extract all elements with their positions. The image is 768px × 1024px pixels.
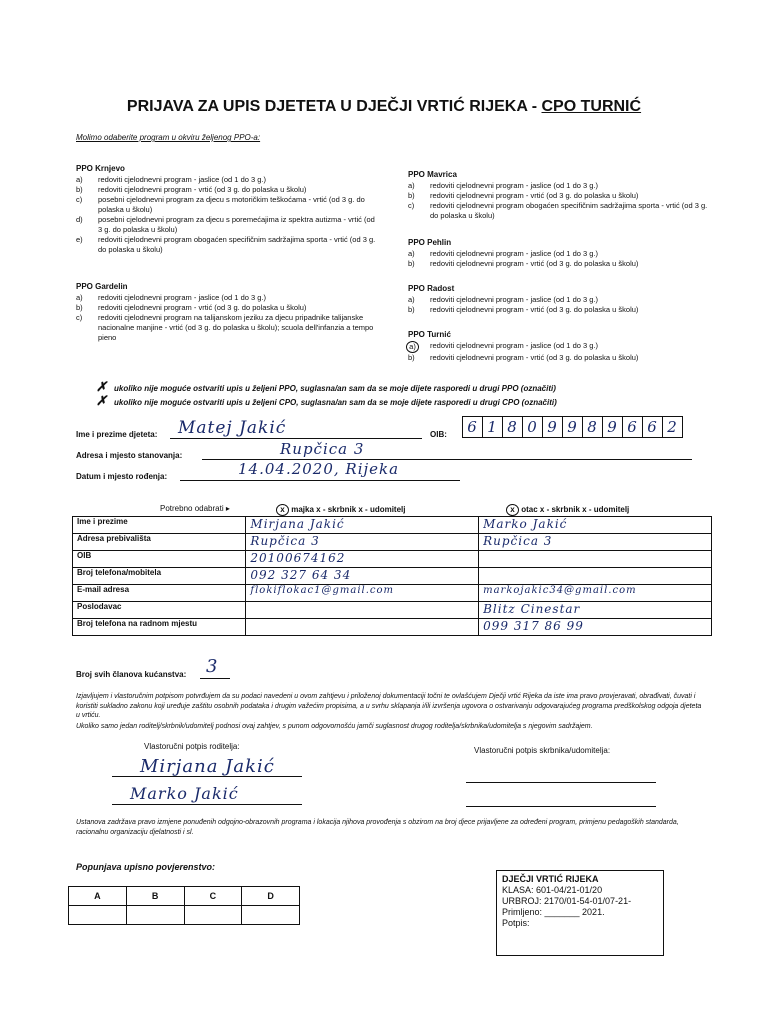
option-a[interactable]: a) redoviti cjelodnevni program - jaslice (od 1 do 3 g.) (408, 295, 598, 304)
option-b[interactable]: b) redoviti cjelodnevni program - vrtić (od 3 g. do polaska u školu) (408, 353, 639, 362)
father-email[interactable]: markojakic34@gmail.com (479, 585, 712, 602)
option-d[interactable]: d) posebni cjelodnevni program za djecu s poremećajima iz spektra autizma - vrtić (od 3 g. do polaska u školu) (76, 215, 375, 234)
sig-parent-2[interactable]: Marko Jakić (130, 784, 239, 803)
oib-digit: 8 (503, 417, 523, 437)
group-title: PPO Turnić (408, 330, 451, 339)
sig-parent-1[interactable]: Mirjana Jakić (140, 756, 275, 777)
child-birth-value[interactable]: 14.04.2020, Rijeka (238, 460, 400, 478)
child-oib-boxes[interactable] (462, 416, 683, 438)
household-label: Broj svih članova kućanstva: (76, 670, 187, 679)
instruction: Molimo odaberite program u okviru željenog PPO-a: (76, 133, 261, 142)
sig-parent-line-1 (112, 776, 302, 777)
option-c[interactable]: c) posebni cjelodnevni program za djecu s motoričkim teškoćama - vrtić (od 3 g. do polaska u školu) (76, 195, 365, 214)
option-a[interactable]: a) redoviti cjelodnevni program - jaslice (od 1 do 3 g.) (76, 293, 266, 302)
mother-name[interactable]: Mirjana Jakić (246, 517, 479, 534)
mother-phone[interactable]: 092 327 64 34 (246, 568, 479, 585)
oib-digit: 6 (463, 417, 483, 437)
reservation-note: Ustanova zadržava pravo izmjene ponuđenih odgojno-obrazovnih programa i lokacija njihova provođenja s obzirom na broj djece prijavljene za određeni program, primjenu pedagoških standarda, racionalnu organizaciju djelatnosti i sl. (76, 819, 679, 836)
group-ppo-krnjevo (76, 164, 376, 255)
group-ppo-turnic (408, 330, 708, 363)
declaration-single-parent: Ukoliko samo jedan roditelj/skrbnik/udomitelj podnosi ovaj zahtjev, s punom odgovornošću jamči suglasnost drugog roditelja/skrbnika/udomitelja s njegovim sadržajem. (76, 723, 593, 730)
group-ppo-pehlin (408, 238, 708, 269)
option-a[interactable]: a) redoviti cjelodnevni program - jaslice (od 1 do 3 g.) (76, 175, 266, 184)
stamp-urbroj: URBROJ: 2170/01-54-01/07-21- (502, 896, 632, 906)
oib-digit: 9 (543, 417, 563, 437)
table-row (73, 534, 712, 551)
col-a: A (69, 887, 127, 906)
stamp-klasa: KLASA: 601-04/21-01/20 (502, 885, 603, 895)
father-header: x otac x - skrbnik x - udomitelj (508, 504, 629, 516)
consent-ppo[interactable]: ✗ ukoliko nije moguće ostvariti upis u željeni PPO, suglasna/an sam da se moje dijete rasporedi u drugi PPO (označiti) (96, 379, 556, 394)
table-row (73, 551, 712, 568)
option-a[interactable]: a) redoviti cjelodnevni program - jaslice (od 1 do 3 g.) (408, 249, 598, 258)
option-b[interactable]: b) redoviti cjelodnevni program - vrtić (od 3 g. do polaska u školu) (408, 305, 639, 314)
consent-cpo[interactable]: ✗ ukoliko nije moguće ostvariti upis u željeni CPO, suglasna/an sam da se moje dijete rasporedi u drugi CPO (označiti) (96, 393, 557, 408)
committee-label: Popunjava upisno povjerenstvo: (76, 862, 216, 872)
row-label: OIB (73, 551, 246, 568)
mother-email[interactable]: flokiflokac1@gmail.com (246, 585, 479, 602)
child-name-value[interactable]: Matej Jakić (178, 418, 287, 438)
row-label: Broj telefona/mobitela (73, 568, 246, 585)
x-circle-icon: x (276, 504, 289, 516)
cell-d[interactable] (242, 906, 300, 925)
group-title: PPO Krnjevo (76, 164, 125, 173)
declaration: Izjavljujem i vlastoručnim potpisom potvrđujem da su podaci navedeni u ovom zahtjevu i priloženoj dokumentaciji točni te ovlašćujem Dječji vrtić Rijeka da iste ima pravo provjeravati, obrađivati, čuvati i koristiti sukladno zakonu koji uređuje zaštitu osobnih podataka i drugim važećim propisima, a u svrhu sklapanja i/ili izvršenja ugovora o ostvarivanju odgovarajućeg programa predškolskog odgoja djeteta u vrtiću. (76, 693, 702, 719)
row-label: E-mail adresa (73, 585, 246, 602)
registry-stamp (496, 870, 664, 956)
oib-digit: 0 (523, 417, 543, 437)
oib-digit: 6 (643, 417, 663, 437)
group-ppo-radost (408, 284, 708, 315)
option-b[interactable]: b) redoviti cjelodnevni program - vrtić (od 3 g. do polaska u školu) (76, 185, 307, 194)
oib-digit: 2 (667, 418, 678, 436)
row-label: Ime i prezime (73, 517, 246, 534)
x-circle-icon: x (506, 504, 519, 516)
child-address-label: Adresa i mjesto stanovanja: (76, 451, 183, 460)
household-value[interactable]: 3 (206, 656, 219, 677)
oib-digit: 1 (483, 417, 503, 437)
group-ppo-mavrica (408, 170, 708, 221)
cell-c[interactable] (184, 906, 242, 925)
father-work-phone[interactable]: 099 317 86 99 (479, 619, 712, 636)
oib-digit: 9 (603, 417, 623, 437)
option-c[interactable]: c) redoviti cjelodnevni program na talijanskom jeziku za djecu pripadnike talijanske nacionalne manjine - vrtić (od 3 g. do polaska u školu); scuola dell'infanzia a tempo pieno (76, 313, 374, 342)
selection-circle: a) (406, 341, 419, 353)
col-c: C (184, 887, 242, 906)
table-row (73, 517, 712, 534)
stamp-title: DJEČJI VRTIĆ RIJEKA (502, 874, 599, 884)
col-d: D (242, 887, 300, 906)
father-phone[interactable] (479, 568, 712, 585)
table-row (73, 619, 712, 636)
household-line (200, 678, 230, 679)
child-birth-line (180, 480, 460, 481)
group-title: PPO Pehlin (408, 238, 452, 247)
child-name-label: Ime i prezime djeteta: (76, 430, 158, 439)
mother-work-phone[interactable] (246, 619, 479, 636)
option-e[interactable]: e) redoviti cjelodnevni program obogaćen specifičnim sadržajima sporta - vrtić (od 3 g. do polaska u školu) (76, 235, 376, 254)
table-row (73, 602, 712, 619)
choose-label: Potrebno odabrati ▸ (160, 504, 230, 513)
page-title (0, 98, 768, 116)
mother-oib[interactable]: 20100674162 (246, 551, 479, 568)
sig-parent-line-2 (112, 804, 302, 805)
x-mark-icon: ✗ (96, 379, 107, 394)
mother-header: x majka x - skrbnik x - udomitelj (278, 504, 406, 516)
table-row (69, 887, 300, 906)
oib-digit: 8 (583, 417, 603, 437)
father-oib[interactable] (479, 551, 712, 568)
oib-digit: 6 (623, 417, 643, 437)
option-b[interactable]: b) redoviti cjelodnevni program - vrtić (od 3 g. do polaska u školu) (408, 259, 639, 268)
cell-b[interactable] (126, 906, 184, 925)
option-b[interactable]: b) redoviti cjelodnevni program - vrtić (od 3 g. do polaska u školu) (408, 191, 639, 200)
sig-guardian-label: Vlastoručni potpis skrbnika/udomitelja: (474, 746, 611, 755)
option-b[interactable]: b) redoviti cjelodnevni program - vrtić (od 3 g. do polaska u školu) (76, 303, 307, 312)
row-label: Broj telefona na radnom mjestu (73, 619, 246, 636)
option-a[interactable]: a) redoviti cjelodnevni program - jaslice (od 1 do 3 g.) (408, 181, 598, 190)
x-mark-icon: ✗ (96, 393, 107, 408)
father-employer[interactable]: Blitz Cinestar (479, 602, 712, 619)
col-b: B (126, 887, 184, 906)
mother-address[interactable]: Rupčica 3 (246, 534, 479, 551)
option-a-selected[interactable]: a) redoviti cjelodnevni program - jaslice (od 1 do 3 g.) (408, 341, 708, 353)
title-main: PRIJAVA ZA UPIS DJETETA U DJEČJI VRTIĆ RIJEKA - (126, 98, 542, 115)
committee-table (68, 886, 300, 925)
parents-table (72, 516, 712, 636)
cell-a[interactable] (69, 906, 127, 925)
table-row (73, 585, 712, 602)
father-address[interactable]: Rupčica 3 (479, 534, 712, 551)
father-name[interactable]: Marko Jakić (479, 517, 712, 534)
table-row (69, 906, 300, 925)
row-label: Adresa prebivališta (73, 534, 246, 551)
option-c[interactable]: c) redoviti cjelodnevni program obogaćen specifičnim sadržajima sporta - vrtić (od 3 g. do polaska u školu) (408, 201, 708, 220)
sig-guardian-line-2[interactable] (466, 806, 656, 807)
group-title: PPO Radost (408, 284, 455, 293)
group-title: PPO Gardelin (76, 282, 128, 291)
title-cpo: CPO TURNIĆ (541, 98, 642, 115)
row-label: Poslodavac (73, 602, 246, 619)
group-ppo-gardelin (76, 282, 376, 343)
child-name-line (170, 438, 422, 439)
oib-label: OIB: (430, 430, 447, 439)
sig-guardian-line-1[interactable] (466, 782, 656, 783)
mother-employer[interactable] (246, 602, 479, 619)
child-birth-label: Datum i mjesto rođenja: (76, 472, 168, 481)
oib-digit: 9 (563, 417, 583, 437)
stamp-signature: Potpis: (502, 918, 530, 928)
child-address-value[interactable]: Rupčica 3 (280, 440, 365, 458)
stamp-received: Primljeno: _______ 2021. (502, 907, 605, 917)
group-title: PPO Mavrica (408, 170, 457, 179)
table-row (73, 568, 712, 585)
sig-parent-label: Vlastoručni potpis roditelja: (144, 742, 240, 751)
